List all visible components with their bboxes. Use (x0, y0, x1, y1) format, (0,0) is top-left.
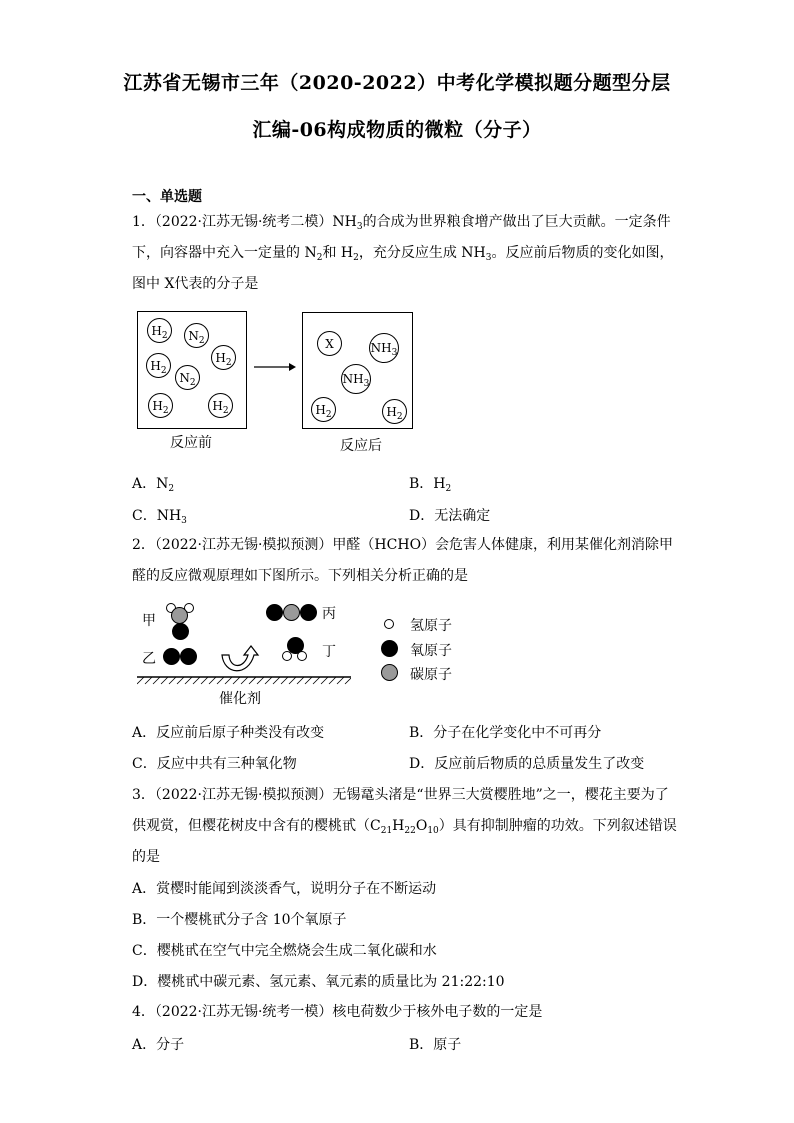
q3-option-d[interactable]: D．樱桃甙中碳元素、氢元素、氧元素的质量比为 21:22:10 (132, 974, 505, 990)
legend-carbon: 碳原子 (410, 667, 452, 683)
hydrogen-atom (282, 651, 292, 661)
catalyst-surface (137, 675, 351, 685)
oxygen-legend-icon (381, 640, 398, 657)
oxygen-atom (300, 604, 317, 621)
h2-molecule: $H_2$ (208, 393, 233, 418)
h2-molecule: $H_2$ (146, 353, 171, 378)
h2-molecule: $H_2$ (147, 318, 172, 343)
nh3-molecule: $NH_3$ (369, 333, 399, 363)
catalyst-label: 催化剂 (219, 691, 261, 707)
h2-molecule: $H_2$ (148, 393, 173, 418)
after-caption: 反应后 (340, 438, 382, 454)
n2-molecule: $N_2$ (175, 365, 200, 390)
q1-option-a[interactable]: A．$N_2$ (132, 476, 175, 494)
reaction-arrow (253, 362, 297, 372)
label-jia: 甲 (142, 613, 156, 629)
q2-option-b[interactable]: B．分子在化学变化中不可再分 (409, 725, 602, 741)
oxygen-atom (163, 648, 180, 665)
n2-molecule: $N_2$ (184, 323, 209, 348)
curved-arrow (218, 643, 264, 677)
q2-option-d[interactable]: D．反应前后物质的总质量发生了改变 (409, 756, 645, 772)
q1-option-b[interactable]: B．$H_2$ (409, 476, 452, 494)
q4-option-b[interactable]: B．原子 (409, 1037, 462, 1053)
q3-line-2: 供观赏，但樱花树皮中含有的樱桃甙$(C_{21}H_{22}O_{10})$具有抑制肿瘤的功效。下列叙述错误 (132, 818, 677, 836)
after-reaction-box (302, 312, 413, 429)
legend-hydrogen: 氢原子 (410, 618, 452, 634)
h2-molecule: $H_2$ (382, 399, 407, 424)
label-bing: 丙 (322, 606, 336, 622)
q1-line-3: 图中 X代表的分子是 (132, 276, 259, 292)
label-yi: 乙 (142, 651, 156, 667)
nh3-molecule: $NH_3$ (341, 364, 371, 394)
q3-line-3: 的是 (132, 849, 160, 865)
carbon-atom (283, 604, 300, 621)
before-caption: 反应前 (170, 435, 212, 451)
q2-option-c[interactable]: C．反应中共有三种氧化物 (132, 756, 297, 772)
hydrogen-atom (297, 651, 307, 661)
q3-option-b[interactable]: B．一个樱桃甙分子含 10个氧原子 (132, 912, 347, 928)
q4-option-a[interactable]: A．分子 (132, 1037, 185, 1053)
hydrogen-legend-icon (384, 619, 394, 629)
q3-option-a[interactable]: A．赏樱时能闻到淡淡香气，说明分子在不断运动 (132, 881, 437, 897)
oxygen-atom (172, 623, 189, 640)
carbon-atom (171, 607, 188, 624)
oxygen-atom (180, 648, 197, 665)
x-molecule: X (317, 331, 342, 356)
carbon-legend-icon (381, 664, 398, 681)
before-reaction-box (137, 311, 247, 429)
h2-molecule: $H_2$ (211, 345, 236, 370)
section-heading: 一、单选题 (132, 189, 202, 205)
q2-option-a[interactable]: A．反应前后原子种类没有改变 (132, 725, 325, 741)
h2-molecule: $H_2$ (311, 397, 336, 422)
oxygen-atom (266, 604, 283, 621)
q2-line-1: 2．（2022·江苏无锡·模拟预测）甲醛（HCHO）会危害人体健康，利用某催化剂消除甲 (132, 537, 674, 553)
title-line-1: 江苏省无锡市三年（2020-2022）中考化学模拟题分题型分层 (123, 72, 671, 94)
q4-line-1: 4．（2022·江苏无锡·统考一模）核电荷数少于核外电子数的一定是 (132, 1004, 543, 1020)
legend-oxygen: 氧原子 (410, 643, 452, 659)
q3-option-c[interactable]: C．樱桃甙在空气中完全燃烧会生成二氧化碳和水 (132, 943, 437, 959)
label-ding: 丁 (322, 644, 336, 660)
title-line-2: 汇编-06构成物质的微粒（分子） (252, 119, 542, 141)
q1-line-2: 下，向容器中充入一定量的 $N_2$和 $H_2$，充分反应生成 $NH_3$。反应前后物质的变化如图， (132, 245, 674, 263)
q1-option-d[interactable]: D．无法确定 (409, 508, 491, 524)
q3-line-1: 3．（2022·江苏无锡·模拟预测）无锡鼋头渚是“世界三大赏樱胜地”之一，樱花主要为了 (132, 787, 669, 803)
q1-option-c[interactable]: C．$NH_3$ (132, 508, 187, 526)
q1-line-1: 1．（2022·江苏无锡·统考二模）$NH_3$的合成为世界粮食增产做出了巨大贡献。一定条件 (132, 214, 671, 232)
q2-line-2: 醛的反应微观原理如下图所示。下列相关分析正确的是 (132, 568, 468, 584)
